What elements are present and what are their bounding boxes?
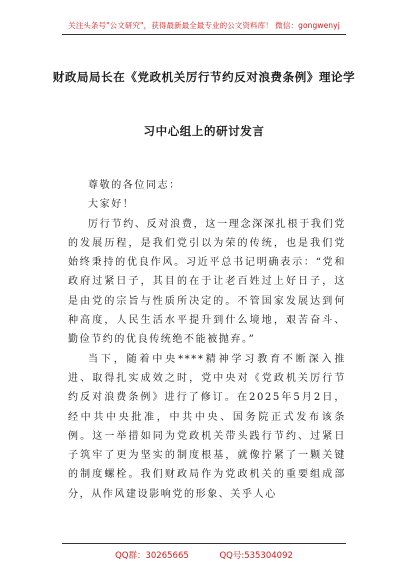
document-title-line2: 习中心组上的研讨发言 (143, 124, 265, 138)
salutation: 尊敬的各位同志： (88, 180, 181, 191)
footer-divider (62, 543, 346, 544)
document-body (68, 176, 346, 504)
document-title-line1: 财政局局长在《党政机关厉行节约反对浪费条例》理论学 (52, 70, 356, 84)
footer-qq-number: QQ号:535304092 (219, 551, 293, 561)
header-divider (62, 34, 346, 35)
footer-qq-group: QQ群：30265665 (115, 551, 189, 561)
header-banner: 关注头条号"公文研究"，获得最新最全最专业的公文资料库！ 微信：gongwenyj (68, 21, 340, 30)
body-paragraph: 当下，随着中央****精神学习教育不断深入推进、取得扎实成效之时，党中央对《党政机关厉行节约反对浪费条例》进行了修订。在2025年5月2日，经中共中央批准，中共中央、国务院正式发布该条例。这一举措如同为党政机关带头践行节约、过紧日子筑牢了更为坚实的制度根基，就像拧紧了一颗关键的制度螺栓。我们财政局作为党政机关的重要组成部分，从作风建设影响党的形象、关乎人心 (68, 353, 346, 500)
footer (0, 549, 408, 561)
greeting: 大家好！ (88, 199, 135, 211)
body-paragraph: 厉行节约、反对浪费，这一理念深深扎根于我们党的发展历程，是我们党引以为荣的传统，也是我们党始终秉持的优良作风。习近平总书记明确表示：“党和政府过紧日子，其目的在于让老百姓过上好日子，这是由党的宗旨与性质所决定的。不管国家发展达到何种高度，人民生活水平提升到什么境地，艰苦奋斗、勤俭节约的优良传统绝不能被抛弃。” (68, 218, 346, 346)
